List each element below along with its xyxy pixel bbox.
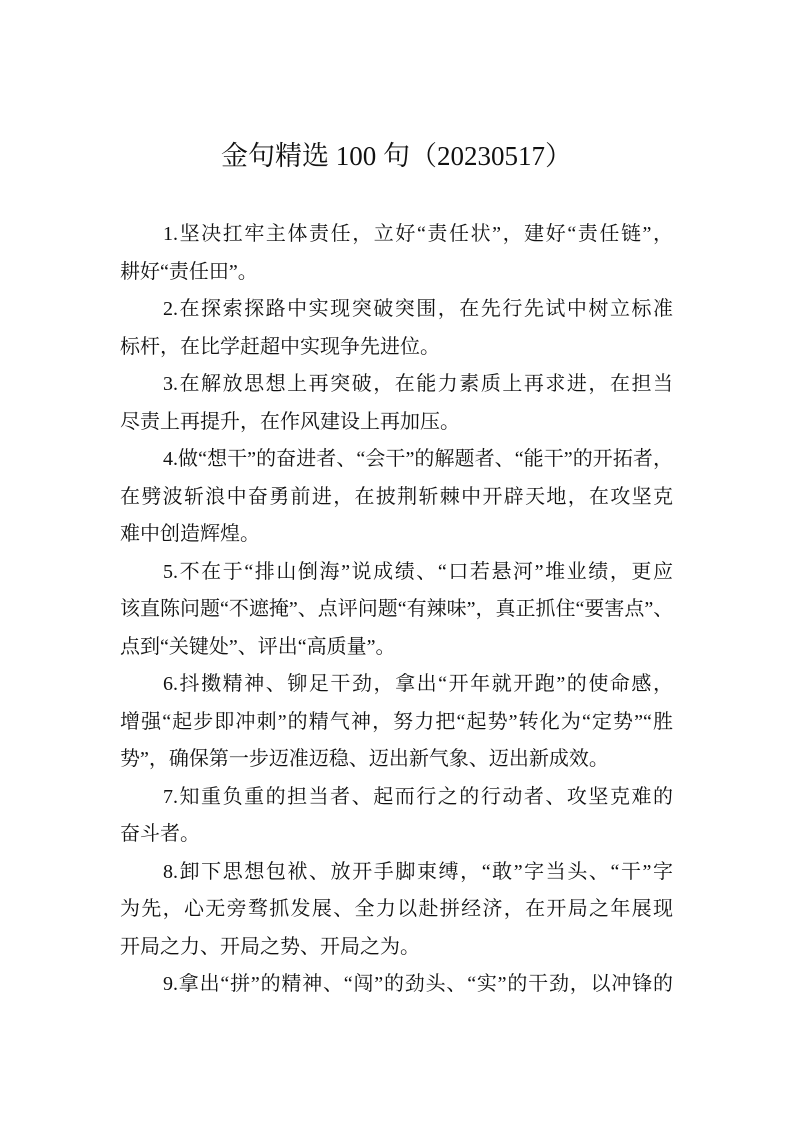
paragraph xyxy=(120,966,673,1004)
paragraph-line: 势”，确保第一步迈准迈稳、迈出新气象、迈出新成效。 xyxy=(120,748,609,770)
paragraph xyxy=(120,666,673,779)
document-body xyxy=(120,216,673,1004)
paragraph-line: 5.不在于“排山倒海”说成绩、“口若悬河”堆业绩，更应 xyxy=(163,560,673,583)
paragraph-line: 点到“关键处”、评出“高质量”。 xyxy=(120,635,396,658)
paragraph-line: 标杆，在比学赶超中实现争先进位。 xyxy=(120,335,440,358)
paragraph-line: 开局之力、开局之势、开局之为。 xyxy=(120,935,420,958)
paragraph-line: 6.抖擞精神、铆足干劲，拿出“开年就开跑”的使命感， xyxy=(163,673,673,695)
paragraph xyxy=(120,216,673,291)
paragraph xyxy=(120,779,673,854)
paragraph-line: 8.卸下思想包袱、放开手脚束缚，“敢”字当头、“干”字 xyxy=(163,860,673,883)
paragraph-line: 7.知重负重的担当者、起而行之的行动者、攻坚克难的 xyxy=(163,785,673,808)
paragraph-line: 耕好“责任田”。 xyxy=(120,260,258,283)
paragraph xyxy=(120,291,673,366)
paragraph-line: 尽责上再提升，在作风建设上再加压。 xyxy=(120,410,460,433)
document-title: 金句精选 100 句（20230517） xyxy=(221,141,572,171)
paragraph-line: 增强“起步即冲刺”的精气神，努力把“起势”转化为“定势”“胜 xyxy=(120,710,673,733)
paragraph xyxy=(120,554,673,667)
paragraph-line: 为先，心无旁骛抓发展、全力以赴拼经济，在开局之年展现 xyxy=(120,898,673,920)
paragraph xyxy=(120,366,673,441)
paragraph-line: 奋斗者。 xyxy=(120,823,200,845)
paragraph-line: 9.拿出“拼”的精神、“闯”的劲头、“实”的干劲，以冲锋的 xyxy=(163,973,673,995)
paragraph-line: 1.坚决扛牢主体责任，立好“责任状”，建好“责任链”， xyxy=(163,223,673,245)
paragraph-line: 4.做“想干”的奋进者、“会干”的解题者、“能干”的开拓者， xyxy=(163,448,673,470)
paragraph-line: 3.在解放思想上再突破，在能力素质上再求进，在担当 xyxy=(163,373,673,395)
paragraph-line: 在劈波斩浪中奋勇前进，在披荆斩棘中开辟天地，在攻坚克 xyxy=(120,485,673,508)
paragraph-line: 难中创造辉煌。 xyxy=(120,523,260,545)
paragraph xyxy=(120,854,673,967)
paragraph xyxy=(120,441,673,554)
paragraph-line: 该直陈问题“不遮掩”、点评问题“有辣味”，真正抓住“要害点”、 xyxy=(120,598,674,620)
paragraph-line: 2.在探索探路中实现突破突围，在先行先试中树立标准 xyxy=(163,298,673,320)
